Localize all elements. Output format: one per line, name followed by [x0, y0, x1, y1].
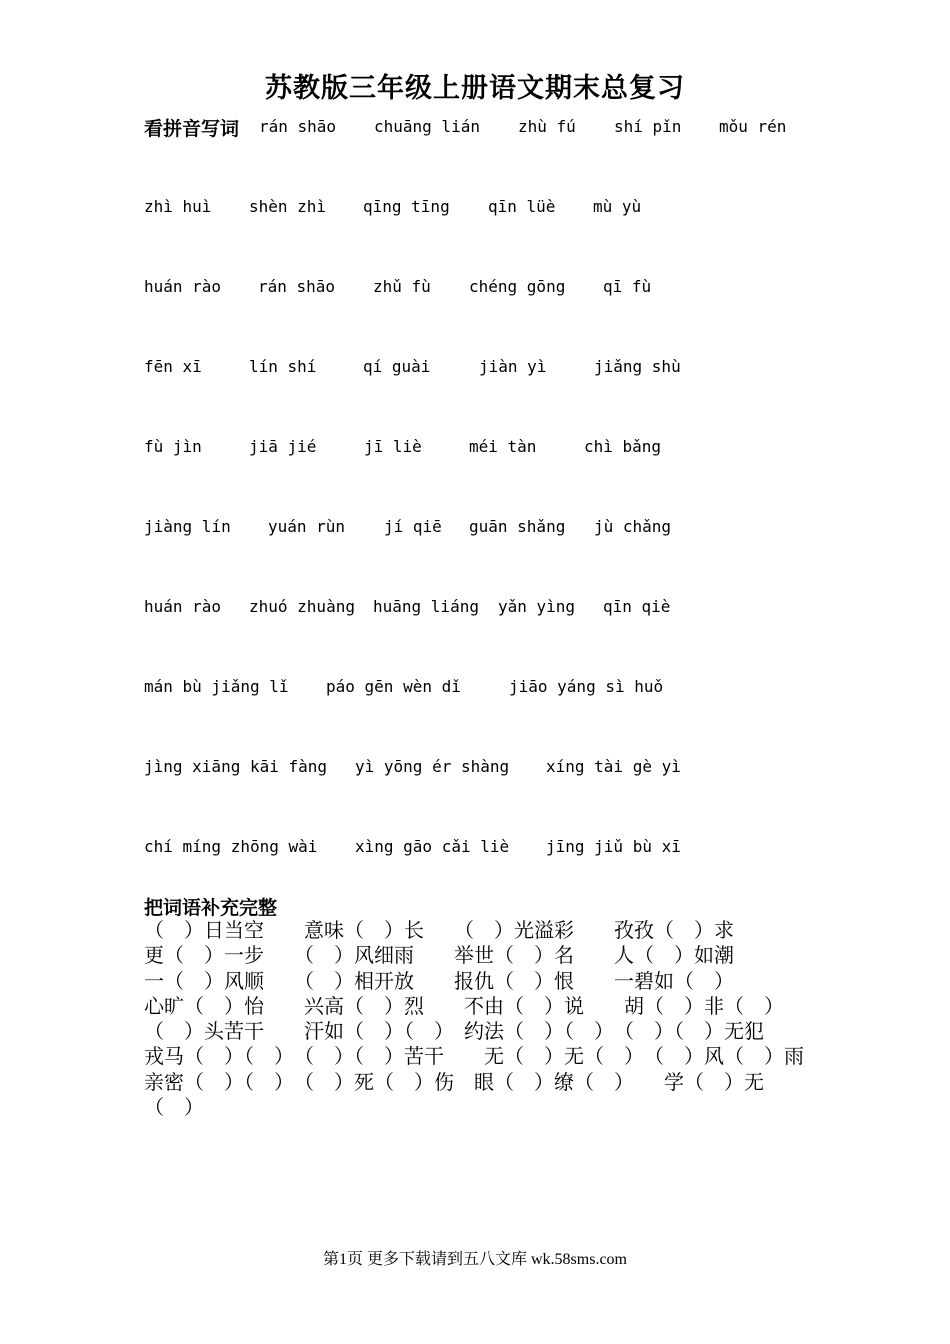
pinyin-word: jù chǎng: [594, 517, 672, 536]
pinyin-word: fēn xī: [144, 357, 202, 376]
pinyin-word: xìng gāo cǎi liè: [355, 837, 510, 856]
pinyin-word: fù jìn: [144, 437, 202, 456]
pinyin-word: jiàng lín: [144, 517, 231, 536]
pinyin-word: mǒu rén: [719, 117, 787, 136]
pinyin-word: jiāo yáng sì huǒ: [509, 677, 664, 696]
fill-line: 戎马（ ）（ ） （ ）（ ）苦干 无（ ）无（ ） （ ）风（ ）雨: [144, 1044, 804, 1069]
section-heading-pinyin: 看拼音写词: [144, 118, 240, 140]
pinyin-word: jī liè: [364, 437, 422, 456]
pinyin-word: qīng tīng: [363, 197, 450, 216]
pinyin-word: chéng gōng: [469, 277, 566, 296]
pinyin-word: jiā jié: [249, 437, 317, 456]
pinyin-word: zhù fú: [518, 117, 576, 136]
pinyin-word: yuán rùn: [268, 517, 346, 536]
pinyin-word: qí guài: [363, 357, 431, 376]
pinyin-word: mù yù: [593, 197, 642, 216]
pinyin-word: chuāng lián: [374, 117, 480, 136]
fill-in-words-list: [144, 918, 809, 1120]
pinyin-word: huán rào: [144, 597, 222, 616]
pinyin-word: yì yōng ér shàng: [355, 757, 510, 776]
pinyin-word: huāng liáng: [373, 597, 479, 616]
pinyin-word: zhì huì: [144, 197, 212, 216]
pinyin-word: rán shāo: [258, 277, 336, 296]
pinyin-word: qī fù: [603, 277, 652, 296]
section-heading-fill-words: 把词语补充完整: [144, 897, 278, 919]
fill-line: 心旷（ ）怡 兴高（ ）烈 不由（ ）说 胡（ ）非（ ）: [144, 993, 784, 1018]
pinyin-word: chí míng zhōng wài: [144, 837, 318, 856]
pinyin-word: shèn zhì: [249, 197, 327, 216]
page-footer: 第1页 更多下载请到五八文库 wk.58sms.com: [322, 1251, 627, 1268]
pinyin-word: jí qiē: [384, 517, 442, 536]
pinyin-word: lín shí: [249, 357, 317, 376]
fill-line: 一（ ）风顺 （ ）相开放 报仇（ ）恨 一碧如（ ）: [144, 968, 734, 993]
pinyin-word: mán bù jiǎng lǐ: [144, 677, 289, 696]
pinyin-word: páo gēn wèn dǐ: [326, 677, 461, 696]
pinyin-word: jīng jiǔ bù xī: [546, 837, 681, 856]
pinyin-word: qīn lüè: [488, 197, 556, 216]
pinyin-word: chì bǎng: [584, 437, 662, 456]
fill-line: 更（ ）一步 （ ）风细雨 举世（ ）名 人（ ）如潮: [144, 943, 734, 968]
pinyin-word: jiàn yì: [479, 357, 547, 376]
fill-line: （ ）日当空 意味（ ）长 （ ）光溢彩 孜孜（ ）求: [144, 918, 734, 942]
pinyin-word: jìng xiāng kāi fàng: [144, 757, 328, 776]
fill-line: 亲密（ ）（ ） （ ）死（ ）伤 眼（ ）缭（ ） 学（ ）无（ ）: [144, 1069, 764, 1120]
pinyin-word: guān shǎng: [469, 517, 566, 536]
pinyin-word: zhǔ fù: [373, 277, 431, 296]
pinyin-word: jiǎng shù: [594, 357, 681, 376]
pinyin-word: yǎn yìng: [498, 597, 576, 616]
pinyin-word: xíng tài gè yì: [546, 757, 681, 776]
pinyin-word: zhuó zhuàng: [249, 597, 355, 616]
pinyin-word: qīn qiè: [603, 597, 671, 616]
pinyin-word: huán rào: [144, 277, 222, 296]
pinyin-word: rán shāo: [259, 117, 337, 136]
fill-line: （ ）头苦干 汗如（ ）（ ） 约法（ ）（ ） （ ）（ ）无犯: [144, 1019, 764, 1044]
pinyin-word: méi tàn: [469, 437, 537, 456]
page-title: 苏教版三年级上册语文期末总复习: [265, 73, 685, 104]
pinyin-word: shí pǐn: [614, 117, 682, 136]
